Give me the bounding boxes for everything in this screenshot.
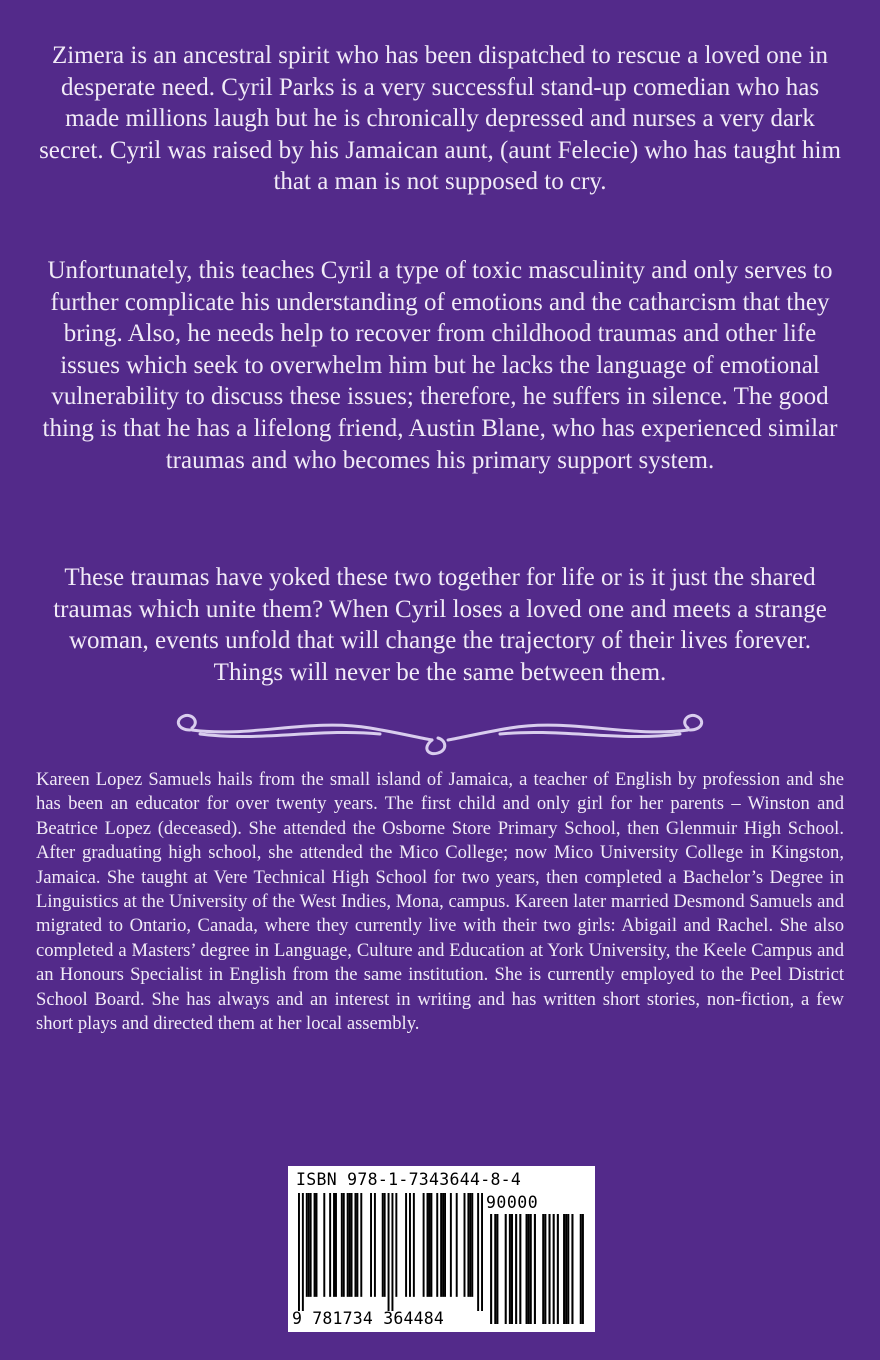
addon-barcode-bar (490, 1214, 492, 1324)
barcode-bar (391, 1193, 393, 1311)
barcode-bar (413, 1193, 415, 1297)
barcode-bar (302, 1193, 304, 1311)
author-bio: Kareen Lopez Samuels hails from the small island of Jamaica, a teacher of English by profession and she has been an educator for over twenty years. The first child and only girl for her parents – Winston and Beatrice Lopez (deceased). She attended the Osborne Store Primary School, then Glenmuir High School. After graduating high school, she attended the Mico College; now Mico University College in Kingston, Jamaica. She taught at Vere Technical High School for two years, then completed a Bachelor’s Degree in Linguistics at the University of the West Indies, Mona, campus. Kareen later married Desmond Samuels and migrated to Ontario, Canada, where they currently live with their two girls: Abigail and Rachel. She also completed a Masters’ degree in Language, Culture and Education at York University, the Keele Campus and an Honours Specialist in English from the same institution. She is currently employed to the Peel District School Board. She has always and an interest in writing and has written short stories, non-fiction, a few short plays and directed them at her local assembly. (36, 769, 844, 1035)
addon-barcode-bar (530, 1214, 532, 1324)
barcode-bar (388, 1193, 390, 1311)
barcode-bar (430, 1193, 432, 1297)
addon-barcode-bar (567, 1214, 569, 1324)
addon-barcode-bar (528, 1214, 530, 1324)
barcode-bar (314, 1193, 316, 1297)
addon-barcode-bar (563, 1214, 565, 1324)
barcode-bar (333, 1193, 335, 1297)
barcode-bar (481, 1193, 483, 1311)
barcode-bar (351, 1193, 353, 1297)
addon-barcode-bar (511, 1214, 513, 1324)
addon-barcode-bars (488, 1214, 586, 1324)
blurb-paragraph-2: Unfortunately, this teaches Cyril a type of toxic masculinity and only serves to further complicate his understanding of emotions and the catharcism that they bring. Also, he needs help to recover from childhood traumas and other life issues which seek to overwhelm him but he lacks the language of emotional vulnerability to discuss these issues; therefore, he suffers in silence. The good thing is that he has a lifelong friend, Austin Blane, who has experienced similar traumas and who becomes his primary support system. (42, 257, 838, 474)
barcode-bar (341, 1193, 343, 1297)
barcode-bar (343, 1193, 345, 1297)
addon-barcode-bar (515, 1214, 517, 1324)
addon-barcode-bar (548, 1214, 550, 1324)
barcode-bar (360, 1193, 362, 1297)
barcode-bar (450, 1193, 452, 1297)
barcode-bar (428, 1193, 430, 1297)
barcode-bar (384, 1193, 386, 1297)
addon-barcode-bar (496, 1214, 498, 1324)
isbn-label: ISBN 978-1-7343644-8-4 (296, 1170, 522, 1189)
barcode-bar (471, 1193, 473, 1297)
barcode-bar (442, 1193, 444, 1297)
barcode-bar (440, 1193, 442, 1297)
barcode-bar (347, 1193, 349, 1297)
barcode-bar (298, 1193, 300, 1311)
addon-barcode-bar (544, 1214, 546, 1324)
barcode-bar (356, 1193, 358, 1297)
addon-barcode-bar (553, 1214, 555, 1324)
addon-barcode-bar (526, 1214, 528, 1324)
addon-barcode-bar (505, 1214, 507, 1324)
barcode-bar (436, 1193, 438, 1297)
barcode-bar (409, 1193, 411, 1297)
barcode-bar (467, 1193, 469, 1297)
barcode-bar (370, 1193, 372, 1297)
barcode-bar (405, 1193, 407, 1297)
ean-barcode-bars (298, 1193, 483, 1311)
barcode-bar (335, 1193, 337, 1297)
barcode-bar (464, 1193, 466, 1297)
barcode-bar (354, 1193, 356, 1297)
isbn-barcode (288, 1166, 595, 1332)
barcode-bar (427, 1193, 429, 1297)
ean-digits: 9 781734 364484 (292, 1309, 445, 1328)
blurb-paragraph-1: Zimera is an ancestral spirit who has been dispatched to rescue a loved one in desperate need. Cyril Parks is a very successful stand-up comedian who has made millions laugh but he is chronically depressed and nurses a very dark secret. Cyril was raised by his Jamaican aunt, (aunt Felecie) who has taught him that a man is not supposed to cry. (39, 42, 841, 196)
addon-barcode-bar (509, 1214, 511, 1324)
barcode-bar (456, 1193, 458, 1297)
addon-barcode-bar (519, 1214, 521, 1324)
addon-barcode-bar (557, 1214, 559, 1324)
barcode-bar (310, 1193, 312, 1297)
barcode-bar (316, 1193, 318, 1297)
barcode-bar (308, 1193, 310, 1297)
barcode-bar (444, 1193, 446, 1297)
barcode-bar (469, 1193, 471, 1297)
addon-barcode-bar (582, 1214, 584, 1324)
ornamental-flourish-icon (170, 708, 710, 758)
blurb-paragraph-3: These traumas have yoked these two together for life or is it just the shared traumas which unite them? When Cyril loses a loved one and meets a strange woman, events unfold that will change the trajectory of their lives forever. Things will never be the same between them. (53, 564, 827, 686)
addon-barcode-bar (542, 1214, 544, 1324)
barcode-bar (329, 1193, 331, 1297)
addon-barcode-bar (580, 1214, 582, 1324)
barcode-bar (382, 1193, 384, 1297)
addon-barcode-bar (565, 1214, 567, 1324)
addon-barcode-bar (571, 1214, 573, 1324)
barcode-bar (395, 1193, 397, 1297)
barcode-bar (306, 1193, 308, 1297)
barcode-bar (349, 1193, 351, 1297)
barcode-bar (423, 1193, 425, 1297)
barcode-bar (374, 1193, 376, 1297)
addon-code: 90000 (486, 1193, 539, 1212)
barcode-bar (323, 1193, 325, 1297)
addon-barcode-bar (494, 1214, 496, 1324)
addon-barcode-bar (534, 1214, 536, 1324)
barcode-bar (477, 1193, 479, 1311)
